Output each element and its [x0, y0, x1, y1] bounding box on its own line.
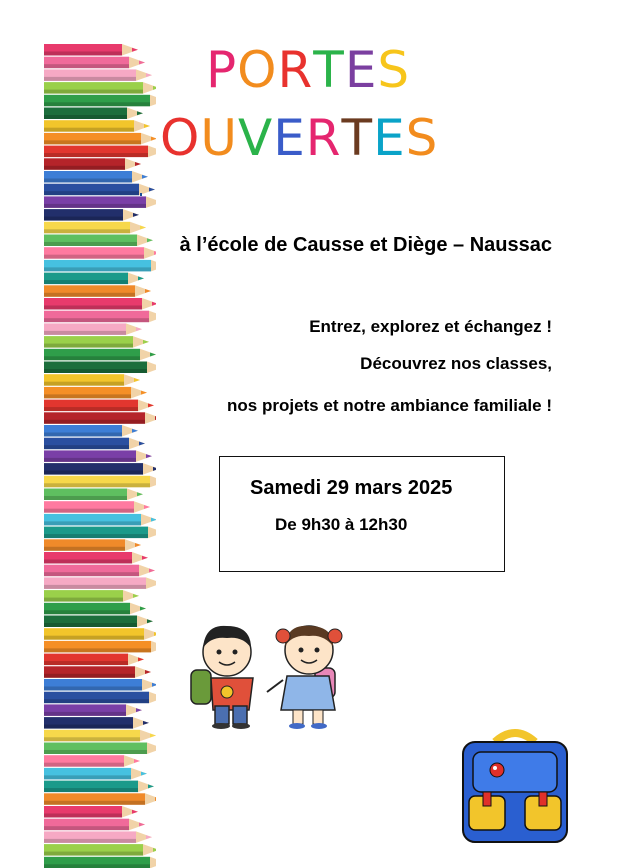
pencil	[44, 628, 156, 640]
school-name: à l’école de Causse et Diège – Naussac	[179, 234, 552, 256]
pencil	[44, 514, 156, 526]
title-letter: E	[373, 109, 406, 167]
colored-pencils-border	[44, 44, 156, 868]
pencil	[44, 616, 153, 628]
pencil	[44, 793, 156, 805]
title-letter: T	[313, 41, 345, 99]
pencil	[44, 577, 156, 589]
title-letter: E	[273, 109, 306, 167]
pencil	[44, 654, 144, 666]
pencil	[44, 768, 147, 780]
pencil	[44, 806, 138, 818]
pencil	[44, 196, 156, 208]
event-date: Samedi 29 mars 2025	[250, 477, 453, 499]
pencil	[44, 247, 156, 259]
title-letter: P	[206, 41, 238, 99]
pencil	[44, 666, 151, 678]
pencil	[44, 235, 153, 247]
pencil	[44, 692, 156, 704]
pencil	[44, 819, 145, 831]
pencil	[44, 590, 139, 602]
pencil	[44, 222, 146, 234]
pencil	[44, 603, 146, 615]
pencil	[44, 527, 156, 539]
pencil	[44, 704, 142, 716]
title-letter: S	[377, 41, 411, 99]
lead-line-2: Découvrez nos classes,	[360, 354, 552, 373]
school-bag-illustration	[455, 728, 575, 846]
pencil	[44, 273, 144, 285]
pencil	[44, 285, 151, 297]
pencil	[44, 362, 156, 374]
title-letter: T	[341, 109, 374, 167]
pencil	[44, 323, 142, 335]
pencil	[44, 438, 145, 450]
pencil	[44, 209, 139, 221]
pencil	[44, 717, 149, 729]
pencil	[44, 781, 154, 793]
lead-line-3: nos projets et notre ambiance familiale !	[227, 396, 552, 415]
pencil	[44, 171, 148, 183]
pencil	[44, 184, 155, 196]
pencil	[44, 476, 156, 488]
pencil	[44, 501, 150, 513]
pencil	[44, 857, 156, 868]
pencil	[44, 260, 156, 272]
event-hours: De 9h30 à 12h30	[275, 515, 408, 534]
pencil	[44, 412, 156, 424]
title-letter: V	[237, 109, 274, 167]
pencil	[44, 311, 156, 323]
decorative-mark	[140, 193, 142, 196]
pencil	[44, 336, 149, 348]
event-box	[219, 456, 505, 572]
pencil	[44, 400, 154, 412]
title-portes	[0, 42, 617, 98]
pencil	[44, 489, 143, 501]
pencil	[44, 374, 140, 386]
pencil	[44, 831, 152, 843]
pencil	[44, 387, 147, 399]
pencil	[44, 539, 141, 551]
pencil	[44, 679, 156, 691]
pencil	[44, 755, 140, 767]
pencil	[44, 743, 156, 755]
title-letter: E	[344, 41, 378, 99]
title-letter: O	[160, 109, 201, 167]
pencil	[44, 450, 152, 462]
boy-figure	[191, 626, 253, 729]
pencil	[44, 844, 156, 856]
girl-figure	[267, 626, 342, 729]
title-ouvertes	[0, 110, 617, 166]
title-letter: S	[405, 109, 439, 167]
title-letter: R	[305, 109, 342, 167]
pencil	[44, 552, 148, 564]
lead-line-1: Entrez, explorez et échangez !	[309, 317, 552, 336]
pencil	[44, 641, 156, 653]
children-illustration	[183, 618, 353, 730]
title-letter: O	[237, 41, 278, 99]
title-letter: U	[200, 109, 238, 167]
pencil	[44, 298, 156, 310]
pencil	[44, 463, 156, 475]
pencil	[44, 349, 156, 361]
pencil	[44, 730, 156, 742]
title-letter: R	[277, 41, 314, 99]
pencil	[44, 565, 155, 577]
pencil	[44, 425, 138, 437]
